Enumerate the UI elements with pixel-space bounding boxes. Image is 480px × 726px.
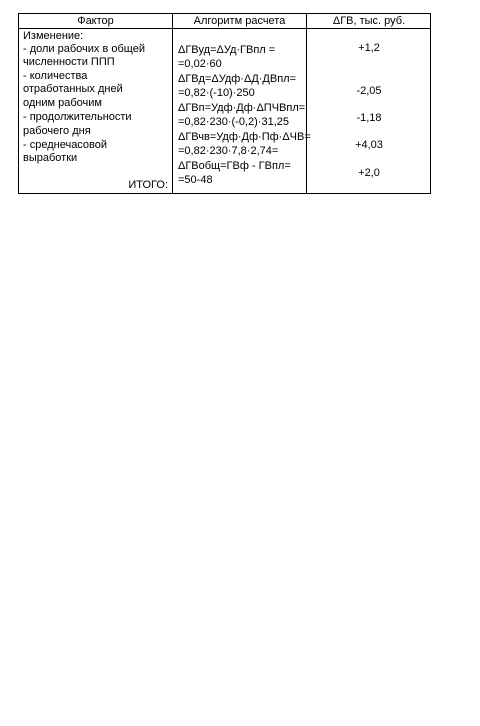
factor-line: - количества	[23, 70, 88, 82]
factor-line: Изменение:	[23, 30, 84, 42]
total-label: ИТОГО:	[128, 179, 168, 191]
factor-line: численности ППП	[23, 56, 115, 68]
header-delta-gv: ΔГВ, тыс. руб.	[332, 15, 406, 27]
algorithm-line: ΔГВп=Удф·Дф·ΔПЧВпл=	[178, 102, 306, 114]
factor-line: рабочего дня	[23, 125, 91, 137]
algorithm-line: ΔГВд=ΔУдф·ΔД·ДВпл=	[178, 73, 297, 85]
header-algorithm: Алгоритм расчета	[193, 15, 286, 27]
factor-line: одним рабочим	[23, 97, 102, 109]
algorithm-line: ΔГВчв=Удф·Дф·Пф·ΔЧВ=	[178, 131, 311, 143]
value-delta-ud: +1,2	[358, 42, 380, 54]
factor-analysis-table	[18, 13, 431, 194]
value-delta-p: -1,18	[356, 112, 382, 124]
header-factor: Фактор	[77, 15, 114, 27]
algorithm-cell	[172, 14, 311, 193]
factor-line: отработанных дней	[23, 83, 123, 95]
value-delta-chv: +4,03	[355, 139, 383, 151]
factor-line: - среднечасовой	[23, 139, 108, 151]
algorithm-line: =50-48	[178, 174, 213, 186]
factor-line: выработки	[23, 152, 78, 164]
algorithm-line: =0,82·230·7,8·2,74=	[178, 145, 279, 157]
algorithm-line: ΔГВуд=ΔУд·ГВпл =	[178, 44, 276, 56]
value-delta-total: +2,0	[358, 167, 380, 179]
value-delta-d: -2,05	[356, 85, 382, 97]
value-cell	[307, 14, 431, 193]
factor-line: - доли рабочих в общей	[23, 43, 145, 55]
algorithm-line: =0,82·(-10)·250	[178, 87, 255, 99]
algorithm-line: =0,82·230·(-0,2)·31,25	[178, 116, 289, 128]
algorithm-line: ΔГВобщ=ГВф - ГВпл=	[178, 160, 291, 172]
algorithm-line: =0,02·60	[178, 58, 222, 70]
factor-line: - продолжительности	[23, 111, 132, 123]
